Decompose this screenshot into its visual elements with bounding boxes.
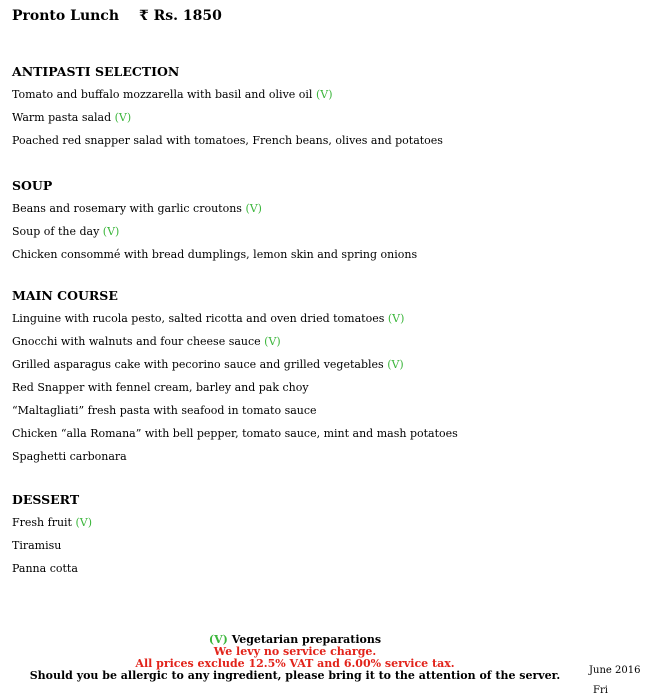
- item-name: Beans and rosemary with garlic croutons: [12, 202, 242, 215]
- item-name: Warm pasta salad: [12, 111, 115, 124]
- item-name: Soup of the day: [12, 225, 100, 238]
- veg-marker: (V): [114, 111, 132, 124]
- menu-item: [12, 355, 458, 378]
- item-name: Gnocchi with walnuts and four cheese sauce: [12, 335, 261, 348]
- veg-marker: (V): [75, 516, 93, 529]
- menu-item: [12, 536, 92, 559]
- item-name: Fresh fruit: [12, 516, 72, 529]
- menu-footer: [0, 634, 590, 682]
- menu-date: June 2016: [589, 665, 641, 676]
- veg-marker: (V): [387, 358, 404, 371]
- menu-item: [12, 424, 458, 447]
- veg-legend-label: Vegetarian preparations: [231, 633, 382, 646]
- item-name: Linguine with rucola pesto, salted ricotta and oven dried tomatoes: [12, 312, 385, 325]
- section-title: MAIN COURSE: [12, 288, 118, 303]
- menu-item: [12, 447, 458, 470]
- section-antipasti: [12, 62, 443, 154]
- menu-item: [12, 85, 443, 108]
- section-title: DESSERT: [12, 492, 80, 507]
- item-name: Red Snapper with fennel cream, barley and pak choy: [12, 381, 309, 394]
- menu-header: [12, 8, 222, 24]
- veg-marker: (V): [387, 312, 405, 325]
- menu-item: [12, 245, 417, 268]
- section-main-course: [12, 286, 458, 470]
- menu-day: Fri: [593, 685, 608, 696]
- item-name: Poached red snapper salad with tomatoes, French beans, olives and potatoes: [12, 134, 443, 147]
- menu-item: [12, 401, 458, 424]
- item-name: Tomato and buffalo mozzarella with basil and olive oil: [12, 88, 313, 101]
- item-name: Chicken consommé with bread dumplings, lemon skin and spring onions: [12, 248, 418, 261]
- menu-item: [12, 222, 417, 245]
- item-name: Chicken “alla Romana” with bell pepper, tomato sauce, mint and mash potatoes: [12, 427, 458, 440]
- menu-title: Pronto Lunch: [12, 8, 120, 24]
- veg-marker: (V): [264, 335, 281, 348]
- menu-item: [12, 309, 458, 332]
- veg-marker: (V): [245, 202, 262, 215]
- item-name: Spaghetti carbonara: [12, 450, 127, 463]
- allergy-note: Should you be allergic to any ingredient, please bring it to the attention of the server.: [29, 669, 561, 682]
- menu-item: [12, 378, 458, 401]
- section-title: ANTIPASTI SELECTION: [12, 64, 180, 79]
- section-dessert: [12, 490, 92, 582]
- veg-marker: (V): [208, 633, 228, 646]
- item-name: Tiramisu: [12, 539, 62, 552]
- menu-price: ₹ Rs. 1850: [139, 8, 222, 24]
- tax-note: All prices exclude 12.5% VAT and 6.00% service tax.: [135, 657, 455, 670]
- menu-item: [12, 332, 458, 355]
- item-name: Grilled asparagus cake with pecorino sauce and grilled vegetables: [12, 358, 384, 371]
- item-name: “Maltagliati” fresh pasta with seafood in tomato sauce: [12, 404, 317, 417]
- menu-item: [12, 108, 443, 131]
- section-title: SOUP: [12, 178, 53, 193]
- veg-marker: (V): [102, 225, 120, 238]
- section-soup: [12, 176, 417, 268]
- veg-marker: (V): [315, 88, 333, 101]
- item-name: Panna cotta: [12, 562, 78, 575]
- menu-item: [12, 199, 417, 222]
- service-charge-note: We levy no service charge.: [213, 645, 377, 658]
- menu-item: [12, 131, 443, 154]
- menu-item: [12, 559, 92, 582]
- menu-item: [12, 513, 92, 536]
